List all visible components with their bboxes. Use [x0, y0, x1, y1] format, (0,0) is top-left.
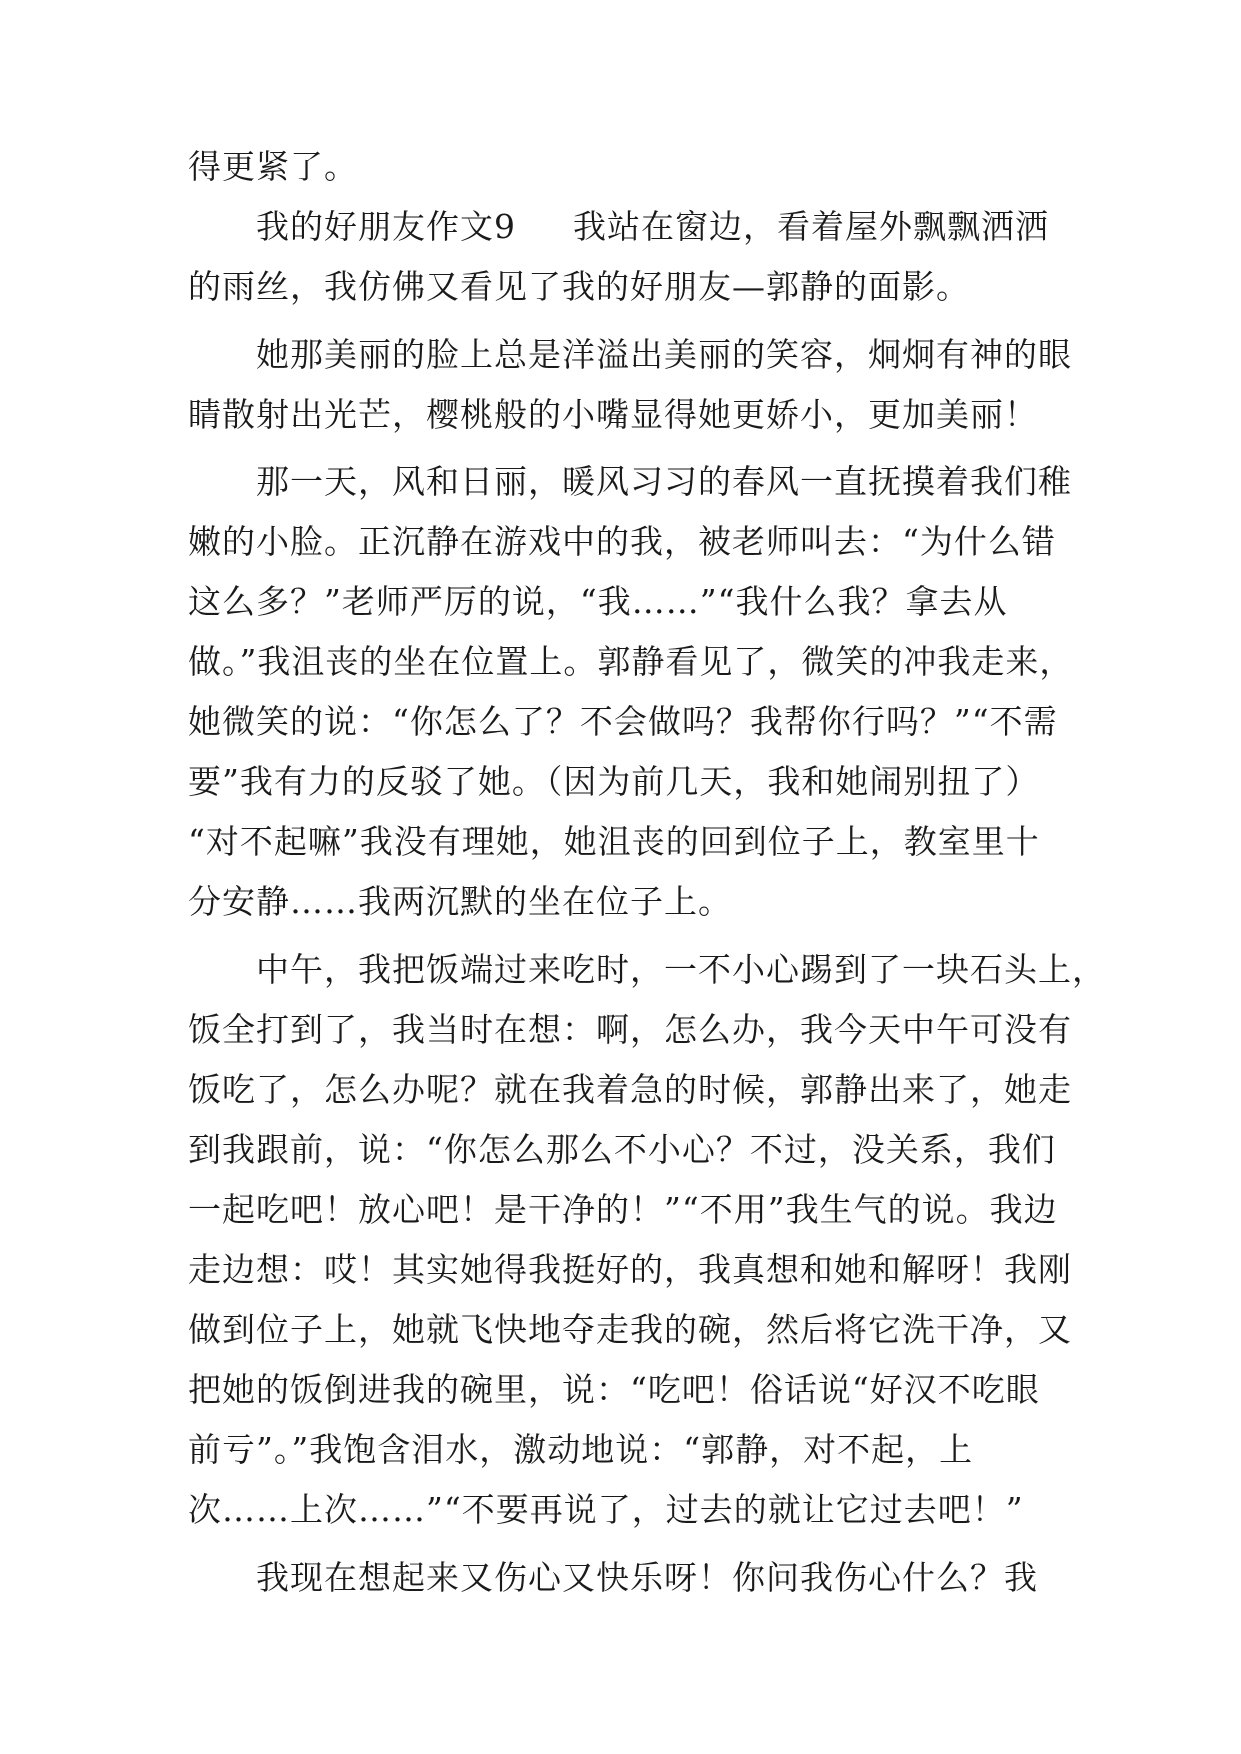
text-line: 饭吃了，怎么办呢？就在我着急的时候，郭静出来了，她走 [188, 1070, 1072, 1109]
text-line: 一起吃吧！放心吧！是干净的！”“不用”我生气的说。我边 [188, 1190, 1058, 1229]
text-line: 得更紧了。 [188, 147, 358, 186]
text-line: 做。”我沮丧的坐在位置上。郭静看见了，微笑的冲我走来， [188, 642, 1074, 681]
text-line: 前亏”。”我饱含泪水，激动地说：“郭静，对不起，上 [188, 1430, 974, 1469]
text-line: 睛散射出光芒，樱桃般的小嘴显得她更娇小，更加美丽！ [188, 395, 1038, 434]
text-line: 次……上次……”“不要再说了，过去的就让它过去吧！” [188, 1490, 1024, 1529]
text-line: 走边想：哎！其实她得我挺好的，我真想和她和解呀！我刚 [188, 1250, 1072, 1289]
text-line: 这么多？”老师严厉的说，“我……”“我什么我？拿去从 [188, 582, 1008, 621]
text-line: 中午，我把饭端过来吃时，一不小心踢到了一块石头上， [256, 950, 1106, 989]
text-line: 要”我有力的反驳了她。（因为前几天，我和她闹别扭了） [188, 762, 1040, 801]
text-line: 分安静……我两沉默的坐在位子上。 [188, 882, 732, 921]
text-line: 那一天，风和日丽，暖风习习的春风一直抚摸着我们稚 [256, 462, 1072, 501]
text-line: 她微笑的说：“你怎么了？不会做吗？我帮你行吗？”“不需 [188, 702, 1058, 741]
text-line: 嫩的小脸。正沉静在游戏中的我，被老师叫去：“为什么错 [188, 522, 1056, 561]
text-line: 她那美丽的脸上总是洋溢出美丽的笑容，炯炯有神的眼 [256, 335, 1072, 374]
text-line: 我的好朋友作文9 我站在窗边，看着屋外飘飘洒洒 [256, 207, 1049, 246]
text-line: 到我跟前，说：“你怎么那么不小心？不过，没关系，我们 [188, 1130, 1056, 1169]
text-line: 做到位子上，她就飞快地夺走我的碗，然后将它洗干净，又 [188, 1310, 1072, 1349]
text-line: 饭全打到了，我当时在想：啊，怎么办，我今天中午可没有 [188, 1010, 1072, 1049]
text-line: 把她的饭倒进我的碗里，说：“吃吧！俗话说“好汉不吃眼 [188, 1370, 1040, 1409]
text-line: “对不起嘛”我没有理她，她沮丧的回到位子上，教室里十 [188, 822, 1040, 861]
text-line: 的雨丝，我仿佛又看见了我的好朋友—郭静的面影。 [188, 267, 970, 306]
text-line: 我现在想起来又伤心又快乐呀！你问我伤心什么？我 [256, 1558, 1038, 1597]
